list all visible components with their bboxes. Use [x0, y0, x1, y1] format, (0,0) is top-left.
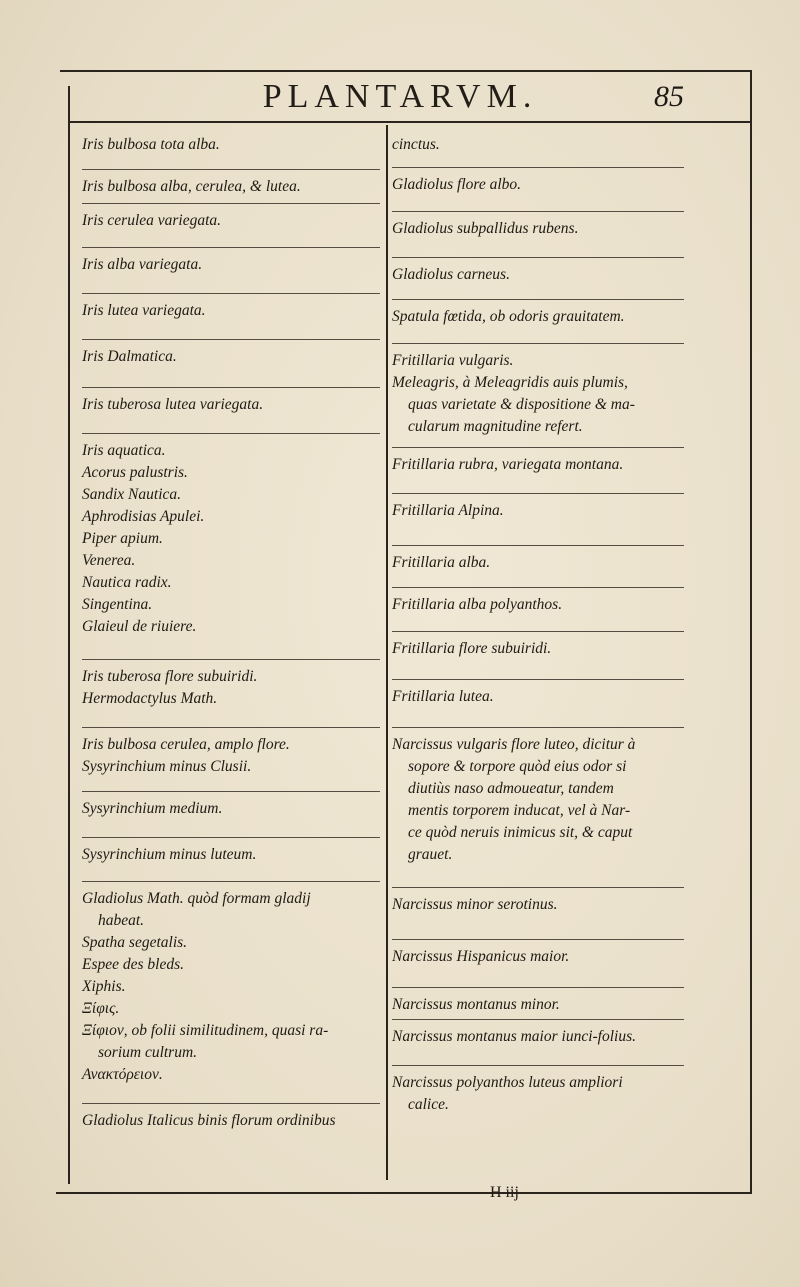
entry-line: Fritillaria Alpina.	[392, 502, 504, 519]
entry-line: Fritillaria rubra, variegata montana.	[392, 456, 624, 473]
entry-line: Iris aquatica.	[82, 442, 166, 459]
entry-line: calice.	[408, 1096, 449, 1113]
entry-line: Ξίφις.	[82, 1000, 120, 1017]
frame-right-rule	[750, 70, 752, 1192]
catalog-entry	[392, 1020, 684, 1066]
left-column	[82, 128, 380, 1132]
entry-line: sopore & torpore quòd eius odor si	[408, 758, 627, 775]
entry-line: Narcissus Hispanicus maior.	[392, 948, 570, 965]
header-rule-bottom	[68, 121, 752, 123]
entry-line: Gladiolus subpallidus rubens.	[392, 220, 579, 237]
entry-line: Gladiolus carneus.	[392, 266, 510, 283]
catalog-entry	[82, 248, 380, 294]
header-rule-top	[60, 70, 750, 72]
entry-line: mentis torporem inducat, vel à Nar-	[408, 802, 631, 819]
catalog-entry	[82, 882, 380, 1104]
entry-line: Meleagris, à Meleagridis auis plumis,	[392, 374, 628, 391]
entry-line: ce quòd neruis inimicus sit, & caput	[408, 824, 633, 841]
entry-line: cularum magnitudine refert.	[408, 418, 583, 435]
entry-line: Acorus palustris.	[82, 464, 188, 481]
entry-line: Narcissus montanus maior iunci-folius.	[392, 1028, 636, 1045]
catalog-entry	[392, 212, 684, 258]
catalog-entry	[82, 388, 380, 434]
signature-mark: H iij	[490, 1184, 519, 1201]
catalog-entry	[82, 838, 380, 882]
entry-line: Iris bulbosa tota alba.	[82, 136, 220, 153]
entry-line: Narcissus vulgaris flore luteo, dicitur à	[392, 736, 636, 753]
entry-line: Espee des bleds.	[82, 956, 185, 973]
entry-line: Hermodactylus Math.	[82, 690, 218, 707]
entry-line: Iris cerulea variegata.	[82, 212, 222, 229]
entry-line: Aphrodisias Apulei.	[82, 508, 205, 525]
entry-line: habeat.	[98, 912, 145, 929]
catalog-entry	[392, 344, 684, 448]
entry-line: Xiphis.	[82, 978, 126, 995]
entry-line: Iris lutea variegata.	[82, 302, 206, 319]
entry-line: Fritillaria alba.	[392, 554, 491, 571]
entry-line: Gladiolus Math. quòd formam gladij	[82, 890, 311, 907]
right-column	[392, 128, 684, 1118]
catalog-entry	[82, 128, 380, 170]
catalog-entry	[82, 294, 380, 340]
entry-line: quas varietate & dispositione & ma-	[408, 396, 635, 413]
entry-line: Piper apium.	[82, 530, 163, 547]
entry-line: grauet.	[408, 846, 453, 863]
page-number: 85	[654, 80, 684, 113]
entry-line: Iris tuberosa flore subuiridi.	[82, 668, 258, 685]
catalog-entry	[82, 170, 380, 204]
catalog-entry	[392, 588, 684, 632]
entry-line: Iris bulbosa alba, cerulea, & lutea.	[82, 178, 301, 195]
catalog-entry	[392, 128, 684, 168]
entry-line: Narcissus polyanthos luteus ampliori	[392, 1074, 623, 1091]
catalog-entry	[392, 988, 684, 1020]
catalog-entry	[392, 448, 684, 494]
catalog-entry	[82, 204, 380, 248]
catalog-entry	[82, 340, 380, 388]
catalog-entry	[392, 728, 684, 888]
entry-line: Nautica radix.	[82, 574, 172, 591]
entry-line: sorium cultrum.	[98, 1044, 198, 1061]
footer-rule	[56, 1192, 752, 1194]
entry-line: Iris alba variegata.	[82, 256, 203, 273]
catalog-entry	[392, 632, 684, 680]
catalog-entry	[392, 168, 684, 212]
catalog-entry	[392, 494, 684, 546]
entry-line: Narcissus montanus minor.	[392, 996, 560, 1013]
entry-line: Singentina.	[82, 596, 153, 613]
entry-line: Sysyrinchium minus luteum.	[82, 846, 257, 863]
entry-line: Ανακτόρειον.	[82, 1066, 163, 1083]
entry-line: Sysyrinchium minus Clusii.	[82, 758, 252, 775]
entry-line: Fritillaria flore subuiridi.	[392, 640, 552, 657]
entry-line: Ξίφιον, ob folii similitudinem, quasi ra-	[82, 1022, 329, 1039]
catalog-entry	[392, 300, 684, 344]
catalog-entry	[392, 888, 684, 940]
column-divider-rule	[386, 125, 388, 1180]
entry-line: Fritillaria lutea.	[392, 688, 494, 705]
catalog-entry	[82, 1104, 380, 1132]
catalog-entry	[392, 940, 684, 988]
entry-line: Glaieul de riuiere.	[82, 618, 197, 635]
frame-left-rule	[68, 86, 70, 1184]
entry-line: Iris bulbosa cerulea, amplo flore.	[82, 736, 290, 753]
entry-line: Sandix Nautica.	[82, 486, 182, 503]
entry-line: Spatha segetalis.	[82, 934, 188, 951]
catalog-entry	[82, 792, 380, 838]
catalog-entry	[82, 434, 380, 660]
catalog-entry	[82, 728, 380, 792]
entry-line: diutiùs naso admoueatur, tandem	[408, 780, 614, 797]
entry-line: Sysyrinchium medium.	[82, 800, 223, 817]
catalog-entry	[392, 258, 684, 300]
entry-line: Fritillaria alba polyanthos.	[392, 596, 563, 613]
entry-line: Spatula fœtida, ob odoris grauitatem.	[392, 308, 625, 325]
entry-line: Iris Dalmatica.	[82, 348, 177, 365]
entry-line: Venerea.	[82, 552, 136, 569]
entry-line: Fritillaria vulgaris.	[392, 352, 514, 369]
catalog-entry	[392, 1066, 684, 1118]
running-head-title: PLANTARVM.	[262, 78, 538, 115]
entry-line: Narcissus minor serotinus.	[392, 896, 558, 913]
catalog-entry	[392, 546, 684, 588]
entry-line: Gladiolus Italicus binis florum ordinibus	[82, 1112, 336, 1129]
catalog-entry	[82, 660, 380, 728]
entry-line: cinctus.	[392, 136, 440, 153]
entry-line: Iris tuberosa lutea variegata.	[82, 396, 264, 413]
entry-line: Gladiolus flore albo.	[392, 176, 522, 193]
catalog-entry	[392, 680, 684, 728]
